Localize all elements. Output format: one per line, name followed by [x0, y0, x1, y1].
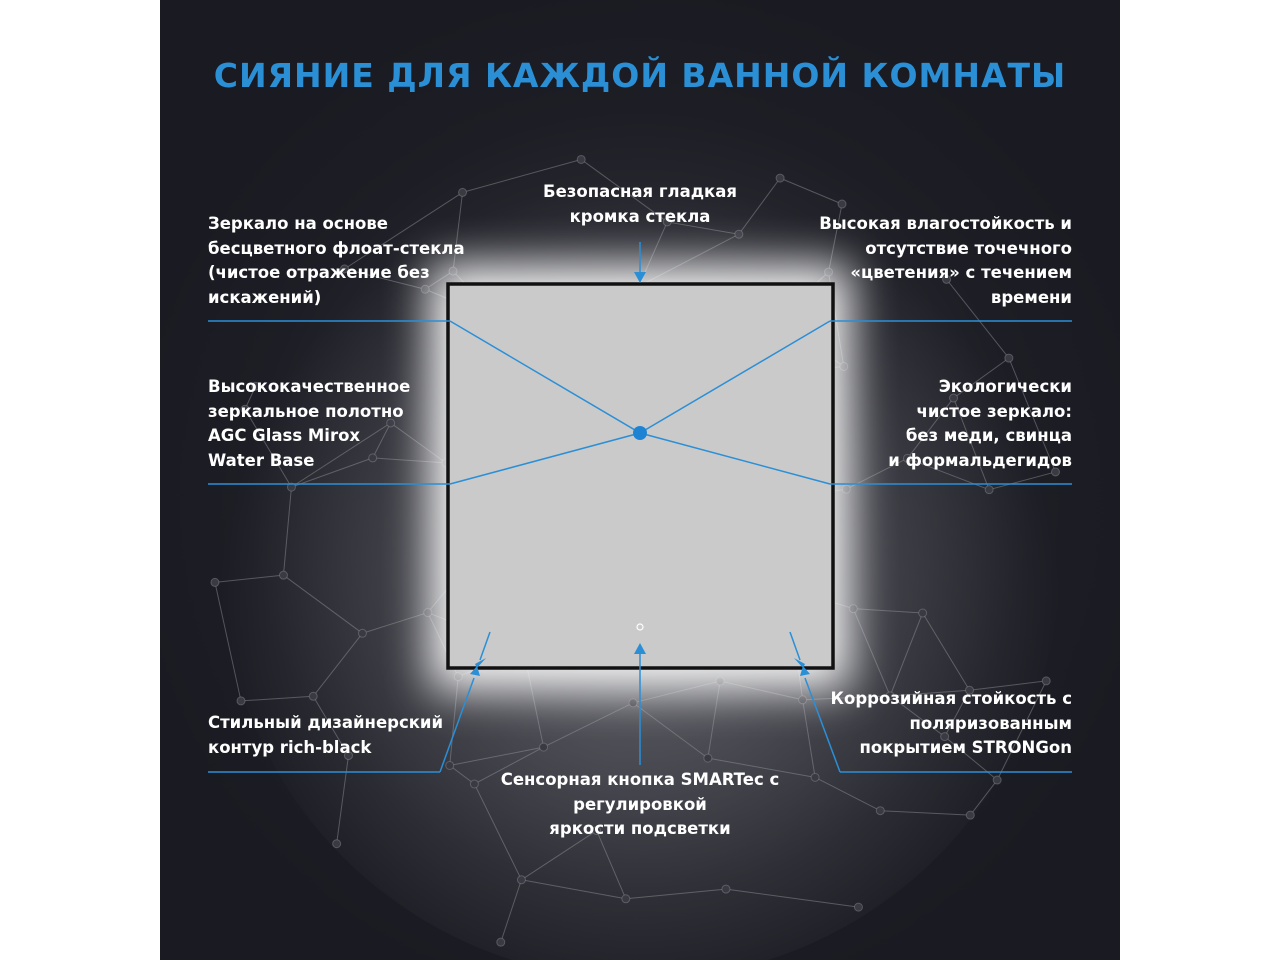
center-point-marker [633, 426, 647, 440]
network-node [966, 811, 974, 819]
network-node [517, 876, 525, 884]
page-title: СИЯНИЕ ДЛЯ КАЖДОЙ ВАННОЙ КОМНАТЫ [213, 56, 1067, 95]
network-node [854, 903, 862, 911]
network-node [838, 200, 846, 208]
network-node [1042, 677, 1050, 685]
network-node [993, 776, 1001, 784]
callout-left-3: Стильный дизайнерский контур rich-black [208, 713, 444, 757]
network-node [577, 155, 585, 163]
network-node [358, 629, 366, 637]
callout-top: Безопасная гладкая кромка стекла [543, 182, 737, 226]
network-node [811, 773, 819, 781]
network-node [622, 895, 630, 903]
network-node [459, 188, 467, 196]
network-node [333, 840, 341, 848]
callout-right-2: Экологически чистое зеркало: без меди, свинца и формальдегидов [888, 377, 1072, 470]
callout-bottom: Сенсорная кнопка SMARTec с регулировкой яркости подсветки [500, 770, 780, 838]
callout-right-1: Высокая влагостойкость и отсутствие точечного «цветения» с течением времени [819, 214, 1072, 307]
infographic-panel [160, 0, 1120, 960]
network-node [446, 761, 454, 769]
network-node [1005, 354, 1013, 362]
callout-left-1: Зеркало на основе бесцветного флоат-стекла (чистое отражение без искажений) [208, 214, 465, 307]
callout-left-2: Высококачественное зеркальное полотно AGC Glass Mirox Water Base [208, 377, 411, 470]
network-node [704, 754, 712, 762]
network-node [735, 230, 743, 238]
network-node [722, 885, 730, 893]
mirror-panel [448, 284, 833, 668]
network-node [211, 578, 219, 586]
network-node [237, 697, 245, 705]
network-node [540, 743, 548, 751]
network-node [497, 938, 505, 946]
network-node [919, 609, 927, 617]
callout-right-3: Коррозийная стойкость с поляризованным покрытием STRONGon [830, 689, 1072, 757]
network-node [985, 486, 993, 494]
network-node [849, 605, 857, 613]
network-node [629, 699, 637, 707]
network-node [876, 807, 884, 815]
network-node [279, 571, 287, 579]
network-node [309, 692, 317, 700]
